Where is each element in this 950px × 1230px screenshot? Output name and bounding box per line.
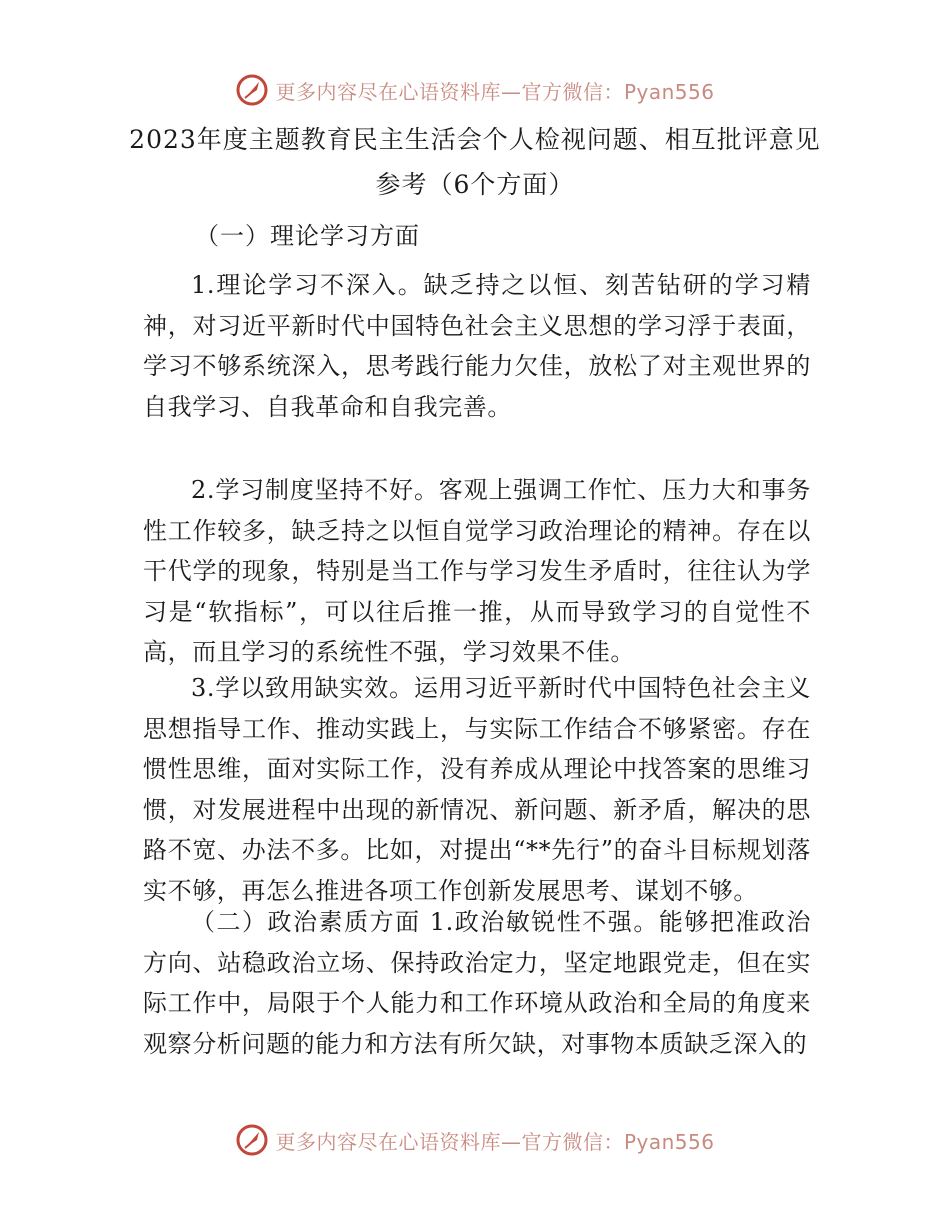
watermark-text: 更多内容尽在心语资料库—官方微信：Pyan556 [275,79,715,104]
paragraph-4: （二）政治素质方面 1.政治敏锐性不强。能够把准政治方向、站稳政治立场、保持政治定力，坚定地跟党走，但在实际工作中，局限于个人能力和工作环境从政治和全局的角度来观察分析问题的能力和方法有所欠缺，对事物本质缺乏深入的 [143,908,811,1058]
section-heading-theory: （一）理论学习方面 [195,222,420,250]
document-title-line1: 2023年度主题教育民主生活会个人检视问题、相互批评意见 [129,125,821,154]
paragraph-3: 3.学以致用缺实效。运用习近平新时代中国特色社会主义思想指导工作、推动实践上，与实际工作结合不够紧密。存在惯性思维，面对实际工作，没有养成从理论中找答案的思维习惯，对发展进程中出现的新情况、新问题、新矛盾，解决的思路不宽、办法不多。比如，对提出“**先行”的奋斗目标规划落实不够，再怎么推进各项工作创新发展思考、谋划不够。 [143,674,811,905]
quill-logo-icon [235,73,269,107]
watermark-header [0,70,950,110]
paragraph-1: 1.理论学习不深入。缺乏持之以恒、刻苦钻研的学习精神，对习近平新时代中国特色社会主义思想的学习浮于表面，学习不够系统深入，思考践行能力欠佳，放松了对主观世界的自我学习、自我革命和自我完善。 [143,271,811,421]
document-title-line2: 参考（6个方面） [375,170,575,199]
watermark-footer [0,1120,950,1160]
quill-logo-icon [235,1123,269,1157]
paragraph-2: 2.学习制度坚持不好。客观上强调工作忙、压力大和事务性工作较多，缺乏持之以恒自觉学习政治理论的精神。存在以干代学的现象，特别是当工作与学习发生矛盾时，往往认为学习是“软指标”，可以往后推一推，从而导致学习的自觉性不高，而且学习的系统性不强，学习效果不佳。 [143,476,811,666]
watermark-text: 更多内容尽在心语资料库—官方微信：Pyan556 [275,1129,715,1154]
